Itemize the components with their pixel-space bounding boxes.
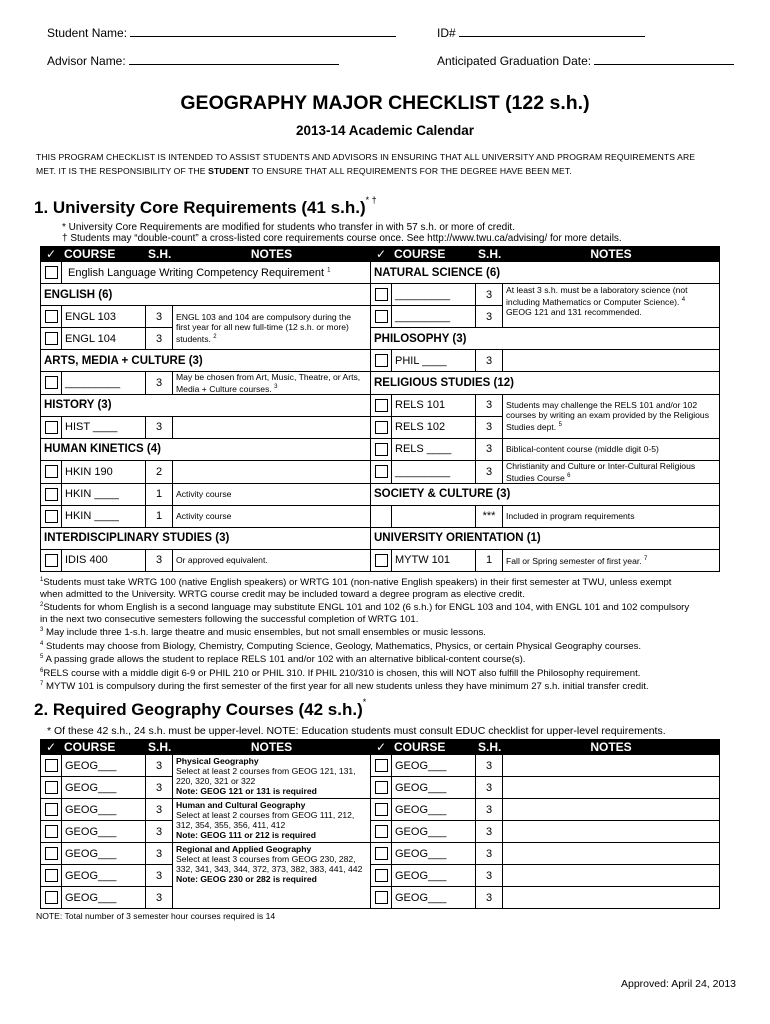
footnote: $^3$ May include three 1-s.h. large theatre and music ensembles, but not small ensembles or music lessons. xyxy=(40,627,486,639)
sh-value: 3 xyxy=(146,799,173,821)
table-row xyxy=(41,549,720,571)
footnote: in the next two consecutive semesters following the successful completion of WRTG 101. xyxy=(40,613,419,625)
course-code[interactable]: HKIN ____ xyxy=(62,505,146,527)
english-heading: ENGLISH (6) xyxy=(41,284,371,306)
checkbox[interactable] xyxy=(375,554,388,567)
natural-science-note: At least 3 s.h. must be a laboratory science (not including Mathematics or Computer Science). $^4$ GEOG 121 and 131 recommended. xyxy=(503,284,720,328)
sh-value: 3 xyxy=(146,755,173,777)
course-code[interactable]: GEOG___ xyxy=(392,865,476,887)
checkbox[interactable] xyxy=(375,465,388,478)
geography-courses-table xyxy=(40,739,720,909)
idis-note: Or approved equivalent. xyxy=(173,549,371,571)
sh-value: 3 xyxy=(146,821,173,843)
course-code[interactable]: GEOG___ xyxy=(392,777,476,799)
core-note-1: * University Core Requirements are modified for students who transfer in with 57 s.h. or more of credit. xyxy=(62,222,515,233)
course-blank[interactable]: _________ xyxy=(62,372,146,395)
mytw-note: Fall or Spring semester of first year. $^7$ xyxy=(503,549,720,571)
course-code: RELS 101 xyxy=(392,394,476,416)
religious-studies-heading: RELIGIOUS STUDIES (12) xyxy=(371,372,720,395)
rels-note: Students may challenge the RELS 101 and/or 102 courses by writing an exam provided by the Religious Studies dept. $^5$ xyxy=(503,394,720,438)
section-2-heading: 2. Required Geography Courses (42 s.h.)* xyxy=(34,697,367,719)
id-label: ID# xyxy=(437,24,645,40)
human-cultural-geography-note: Human and Cultural Geography Select at least 2 courses from GEOG 111, 212, 312, 354, 355, 356, 411, 412 Note: GEOG 111 or 212 is required xyxy=(173,799,371,843)
section-2-note: * Of these 42 s.h., 24 s.h. must be upper-level. NOTE: Education students must consult EDUC checklist for upper-level requirements. xyxy=(47,725,666,737)
footnote: $^7$ MYTW 101 is compulsory during the first semester of the first year for all new students unless they have minimum 27 s.h. initial transfer credit. xyxy=(40,681,649,693)
course-header: COURSE xyxy=(62,740,146,755)
page-subtitle: 2013-14 Academic Calendar xyxy=(295,123,475,138)
sh-value: *** xyxy=(476,505,503,527)
checkbox[interactable] xyxy=(45,266,58,279)
check-header: ✓ xyxy=(41,740,62,755)
table-row xyxy=(41,483,720,505)
course-code[interactable]: GEOG___ xyxy=(392,887,476,909)
checkbox[interactable] xyxy=(45,759,58,772)
graduation-date-field[interactable] xyxy=(594,52,734,65)
sh-header: S.H. xyxy=(146,247,173,262)
table-row xyxy=(41,328,720,350)
physical-geography-note: Physical Geography Select at least 2 courses from GEOG 121, 131, 220, 320, 321 or 322 Note: GEOG 121 or 131 is required xyxy=(173,755,371,799)
table-row xyxy=(41,755,720,777)
table-row xyxy=(41,394,720,416)
sh-value: 3 xyxy=(146,372,173,395)
table-row xyxy=(41,865,720,887)
checkbox[interactable] xyxy=(45,332,58,345)
activity-note: Activity course xyxy=(173,483,371,505)
footnote: $^2$Students for whom English is a second language may substitute ENGL 101 and 102 (6 s.h.) for ENGL 103 and 104, with ENGL 101 and 102 compulsory xyxy=(40,602,690,614)
history-heading: HISTORY (3) xyxy=(41,394,371,416)
approved-date: Approved: April 24, 2013 xyxy=(621,978,736,990)
course-blank[interactable]: _________ xyxy=(392,460,476,483)
checkbox[interactable] xyxy=(45,869,58,882)
checkbox[interactable] xyxy=(45,376,58,389)
checkbox[interactable] xyxy=(375,310,388,323)
sh-value: 1 xyxy=(476,549,503,571)
table-row xyxy=(41,438,720,460)
course-code[interactable]: GEOG___ xyxy=(62,887,146,909)
table-row xyxy=(41,350,720,372)
sh-header: S.H. xyxy=(476,247,503,262)
sh-value: 3 xyxy=(476,777,503,799)
check-header: ✓ xyxy=(371,740,392,755)
sh-value: 3 xyxy=(146,306,173,328)
checkbox[interactable] xyxy=(375,803,388,816)
sh-value: 1 xyxy=(146,483,173,505)
table-row xyxy=(41,505,720,527)
course-code[interactable]: GEOG___ xyxy=(392,799,476,821)
checkbox[interactable] xyxy=(375,891,388,904)
check-header: ✓ xyxy=(371,247,392,262)
arts-note: May be chosen from Art, Music, Theatre, or Arts, Media + Culture courses. $^3$ xyxy=(173,372,371,395)
notes-header: NOTES xyxy=(503,247,720,262)
table-row xyxy=(41,843,720,865)
sh-value: 3 xyxy=(476,821,503,843)
sh-header: S.H. xyxy=(476,740,503,755)
table-row xyxy=(41,777,720,799)
checkbox[interactable] xyxy=(375,847,388,860)
course-header: COURSE xyxy=(392,247,476,262)
section-1-heading: 1. University Core Requirements (41 s.h.)* † xyxy=(34,195,377,217)
natural-science-heading: NATURAL SCIENCE (6) xyxy=(371,262,720,284)
notes-header: NOTES xyxy=(173,247,371,262)
footnote: $^6$RELS course with a middle digit 6-9 or PHIL 210 or PHIL 310. If PHIL 210/310 is chosen, this will NOT also fulfill the Philosophy requirement. xyxy=(40,667,641,679)
university-orientation-heading: UNIVERSITY ORIENTATION (1) xyxy=(371,527,720,549)
sh-value: 3 xyxy=(146,549,173,571)
checkbox[interactable] xyxy=(375,421,388,434)
table-row xyxy=(41,799,720,821)
course-code[interactable]: GEOG___ xyxy=(392,843,476,865)
course-code[interactable]: RELS ____ xyxy=(392,438,476,460)
course-code[interactable]: GEOG___ xyxy=(62,755,146,777)
checkbox[interactable] xyxy=(45,803,58,816)
table-row: English Language Writing Competency Requirement $^1$ NATURAL SCIENCE (6) xyxy=(41,262,720,284)
checkbox[interactable] xyxy=(45,554,58,567)
intro-line-1: THIS PROGRAM CHECKLIST IS INTENDED TO ASSIST STUDENTS AND ADVISORS IN ENSURING THAT ALL UNIVERSITY AND PROGRAM REQUIREMENTS ARE xyxy=(36,152,696,162)
ewcr-label: English Language Writing Competency Requirement xyxy=(68,266,324,279)
footnotes xyxy=(40,575,740,693)
sh-value: 3 xyxy=(476,755,503,777)
core-note-2: † Students may “double-count” a cross-listed core requirements course once. See http://www.twu.ca/advising/ for more details. xyxy=(62,233,622,244)
total-courses-note: NOTE: Total number of 3 semester hour courses required is 14 xyxy=(36,911,276,921)
sh-value: 3 xyxy=(476,350,503,372)
sh-value: 3 xyxy=(146,887,173,909)
activity-note: Activity course xyxy=(173,505,371,527)
sh-value: 1 xyxy=(146,505,173,527)
biblical-note: Biblical-content course (middle digit 0-5) xyxy=(503,438,720,460)
table-row xyxy=(41,887,720,909)
society-culture-heading: SOCIETY & CULTURE (3) xyxy=(371,483,720,505)
checkbox[interactable] xyxy=(45,847,58,860)
footnote: $^5$ A passing grade allows the student to replace RELS 101 and/or 102 with an alternative biblical-content course(s). xyxy=(40,654,526,666)
footnote: $^1$Students must take WRTG 100 (native English speakers) or WRTG 101 (non-native English speakers) in their first semester at TWU, unless exempt xyxy=(40,577,672,589)
checkbox[interactable] xyxy=(45,825,58,838)
course-code[interactable]: GEOG___ xyxy=(62,777,146,799)
sh-value: 3 xyxy=(476,416,503,438)
course-code: ENGL 104 xyxy=(62,328,146,350)
core-requirements-table xyxy=(40,246,720,572)
course-code[interactable]: GEOG___ xyxy=(62,821,146,843)
sh-value: 3 xyxy=(476,438,503,460)
course-code[interactable]: GEOG___ xyxy=(392,755,476,777)
sh-value: 3 xyxy=(476,284,503,306)
christianity-culture-note: Christianity and Culture or Inter-Cultural Religious Studies Course $^6$ xyxy=(503,460,720,483)
student-name-label: Student Name: xyxy=(47,24,396,40)
id-field[interactable] xyxy=(459,24,645,37)
course-code: HKIN 190 xyxy=(62,460,146,483)
course-code[interactable]: HKIN ____ xyxy=(62,483,146,505)
table-row xyxy=(41,284,720,306)
sh-value: 3 xyxy=(476,843,503,865)
table-row xyxy=(41,527,720,549)
table-row xyxy=(41,821,720,843)
checkbox[interactable] xyxy=(375,759,388,772)
sh-value: 3 xyxy=(476,865,503,887)
sh-value: 3 xyxy=(476,887,503,909)
sh-value: 3 xyxy=(146,416,173,438)
regional-applied-geography-note: Regional and Applied Geography Select at least 3 courses from GEOG 230, 282, 332, 341, 343, 344, 372, 373, 382, 383, 441, 442 Note: GEOG 230 or 282 is required xyxy=(173,843,371,909)
check-header: ✓ xyxy=(41,247,62,262)
checkbox[interactable] xyxy=(375,825,388,838)
sh-value: 3 xyxy=(476,394,503,416)
checkbox[interactable] xyxy=(375,781,388,794)
table-row xyxy=(41,460,720,483)
course-code: ENGL 103 xyxy=(62,306,146,328)
sh-value: 3 xyxy=(476,460,503,483)
course-code: MYTW 101 xyxy=(392,549,476,571)
graduation-date-label: Anticipated Graduation Date: xyxy=(437,52,734,68)
interdisciplinary-heading: INTERDISCIPLINARY STUDIES (3) xyxy=(41,527,371,549)
arts-heading: ARTS, MEDIA + CULTURE (3) xyxy=(41,350,371,372)
course-blank[interactable]: _________ xyxy=(392,306,476,328)
sh-value: 3 xyxy=(146,777,173,799)
checkbox[interactable] xyxy=(375,869,388,882)
course-header: COURSE xyxy=(392,740,476,755)
checkbox[interactable] xyxy=(375,288,388,301)
notes-header: NOTES xyxy=(173,740,371,755)
course-code[interactable]: HIST ____ xyxy=(62,416,146,438)
intro-line-2: MET. IT IS THE RESPONSIBILITY OF THE STUDENT TO ENSURE THAT ALL REQUIREMENTS FOR THE DEGREE HAVE BEEN MET. xyxy=(36,166,572,176)
footnote: $^4$ Students may choose from Biology, Chemistry, Computing Science, Geology, Mathematics, Physics, or certain Physical Geography courses. xyxy=(40,640,642,652)
sh-value: 3 xyxy=(476,306,503,328)
sh-value: 3 xyxy=(146,328,173,350)
society-note: Included in program requirements xyxy=(503,505,720,527)
checkbox[interactable] xyxy=(45,310,58,323)
sh-value: 3 xyxy=(476,799,503,821)
advisor-name-label: Advisor Name: xyxy=(47,52,339,68)
course-code: IDIS 400 xyxy=(62,549,146,571)
course-code[interactable]: GEOG___ xyxy=(62,843,146,865)
human-kinetics-heading: HUMAN KINETICS (4) xyxy=(41,438,371,460)
course-code[interactable]: GEOG___ xyxy=(62,865,146,887)
checkbox[interactable] xyxy=(45,421,58,434)
checkbox[interactable] xyxy=(45,781,58,794)
checkbox[interactable] xyxy=(375,443,388,456)
table-header xyxy=(41,247,720,262)
checkbox[interactable] xyxy=(375,354,388,367)
course-code[interactable]: GEOG___ xyxy=(62,799,146,821)
checkbox[interactable] xyxy=(45,510,58,523)
footnote: when admitted to the University. WRTG course credit may be included toward a degree program as elective credit. xyxy=(40,588,525,600)
course-blank[interactable]: _________ xyxy=(392,284,476,306)
checkbox[interactable] xyxy=(45,488,58,501)
course-code[interactable]: PHIL ____ xyxy=(392,350,476,372)
sh-value: 2 xyxy=(146,460,173,483)
course-code[interactable]: GEOG___ xyxy=(392,821,476,843)
notes-header: NOTES xyxy=(503,740,720,755)
checkbox[interactable] xyxy=(45,891,58,904)
course-header: COURSE xyxy=(62,247,146,262)
table-row xyxy=(41,372,720,395)
sh-value: 3 xyxy=(146,865,173,887)
sh-value: 3 xyxy=(146,843,173,865)
checkbox[interactable] xyxy=(375,399,388,412)
philosophy-heading: PHILOSOPHY (3) xyxy=(371,328,720,350)
table-header xyxy=(41,740,720,755)
course-code: RELS 102 xyxy=(392,416,476,438)
page-title: GEOGRAPHY MAJOR CHECKLIST (122 s.h.) xyxy=(180,92,590,114)
sh-header: S.H. xyxy=(146,740,173,755)
english-note: ENGL 103 and 104 are compulsory during the first year for all new full-time (12 s.h. or more) students. $^2$ xyxy=(173,306,371,350)
checkbox[interactable] xyxy=(45,465,58,478)
advisor-name-field[interactable] xyxy=(129,52,339,65)
student-name-field[interactable] xyxy=(130,24,396,37)
